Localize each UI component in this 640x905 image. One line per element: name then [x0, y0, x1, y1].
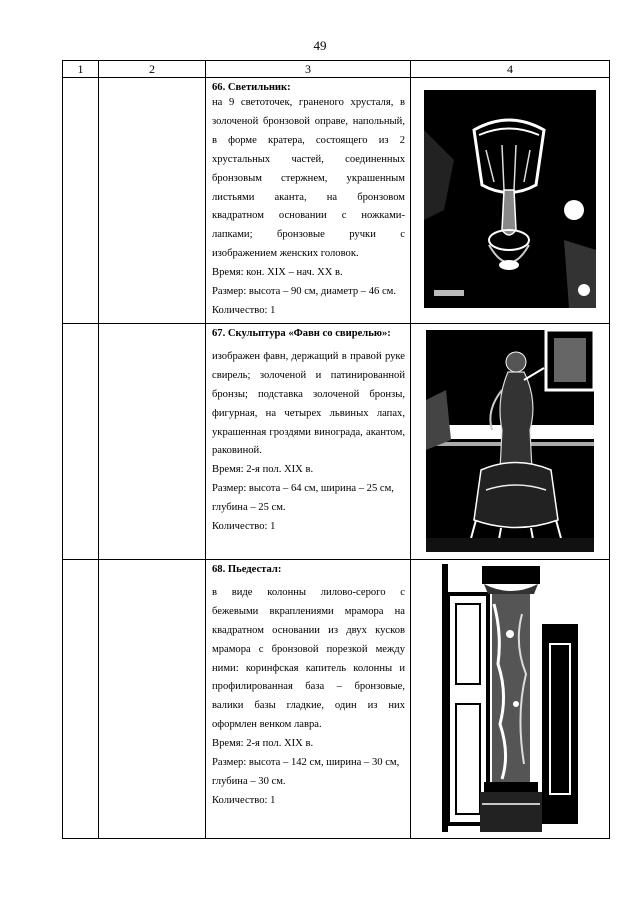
cell-description — [206, 559, 411, 838]
item-time: Время: кон. XIX – нач. XX в. — [212, 267, 343, 279]
header-col-1: 1 — [63, 61, 99, 78]
header-col-4: 4 — [411, 61, 610, 78]
item-size: Размер: высота – 64 см, ширина – 25 см, глубина – 25 см. — [212, 483, 394, 514]
inventory-table — [62, 60, 610, 839]
item-description: на 9 светоточек, граненого хрусталя, в золоченой бронзовой оправе, напольный, в форме кратера, состоящего из 2 хрустальных частей, соединенных бронзовым стержнем, украшенным листьями аканта, на бронзовом квадратном основании с ножками-лапками; бронзовые ручки с изображением женских головок. — [212, 97, 405, 260]
item-description: в виде колонны лилово-серого с бежевыми вкраплениями мрамора на квадратном основании из двух кусков мрамора с бронзовой порезкой между ними: коринфская капитель колонны и профилированная база – бронзовые, валики базы гладкие, один из них оформлен венком лавра. — [212, 586, 405, 731]
cell-photo — [411, 78, 610, 324]
chandelier-photo — [424, 90, 596, 308]
item-quantity: Количество: 1 — [212, 304, 276, 316]
cell-number — [63, 78, 99, 324]
pedestal-photo — [442, 564, 578, 832]
item-title: 67. Скульптура «Фавн со свирелью»: — [212, 327, 391, 339]
header-col-3: 3 — [206, 61, 411, 78]
table-row — [63, 559, 610, 838]
cell-number — [63, 323, 99, 559]
item-quantity: Количество: 1 — [212, 521, 276, 533]
cell-description — [206, 323, 411, 559]
item-description: изображен фавн, держащий в правой руке свирель; золоченой и патинированной бронзы; подставка золоченой бронзы, фигурная, на четырех львиных лапах, украшенная гроздями винограда, акантом, раковиной. — [212, 350, 405, 457]
cell-blank — [99, 78, 206, 324]
item-size: Размер: высота – 142 см, ширина – 30 см, глубина – 30 см. — [212, 757, 400, 787]
cell-blank — [99, 323, 206, 559]
item-title: 68. Пьедестал: — [212, 563, 282, 575]
item-time: Время: 2-я пол. XIX в. — [212, 464, 314, 476]
table-row — [63, 78, 610, 324]
cell-blank — [99, 559, 206, 838]
cell-description — [206, 78, 411, 324]
item-time: Время: 2-я пол. XIX в. — [212, 738, 314, 750]
item-title: 66. Светильник: — [212, 82, 291, 93]
faun-sculpture-photo — [426, 330, 594, 552]
cell-number — [63, 559, 99, 838]
page-number: 49 — [313, 38, 327, 53]
item-size: Размер: высота – 90 см, диаметр – 46 см. — [212, 286, 397, 298]
table-row — [63, 323, 610, 559]
item-quantity: Количество: 1 — [212, 794, 276, 806]
cell-photo — [411, 559, 610, 838]
table-header-row — [63, 61, 610, 78]
cell-photo — [411, 323, 610, 559]
header-col-2: 2 — [99, 61, 206, 78]
